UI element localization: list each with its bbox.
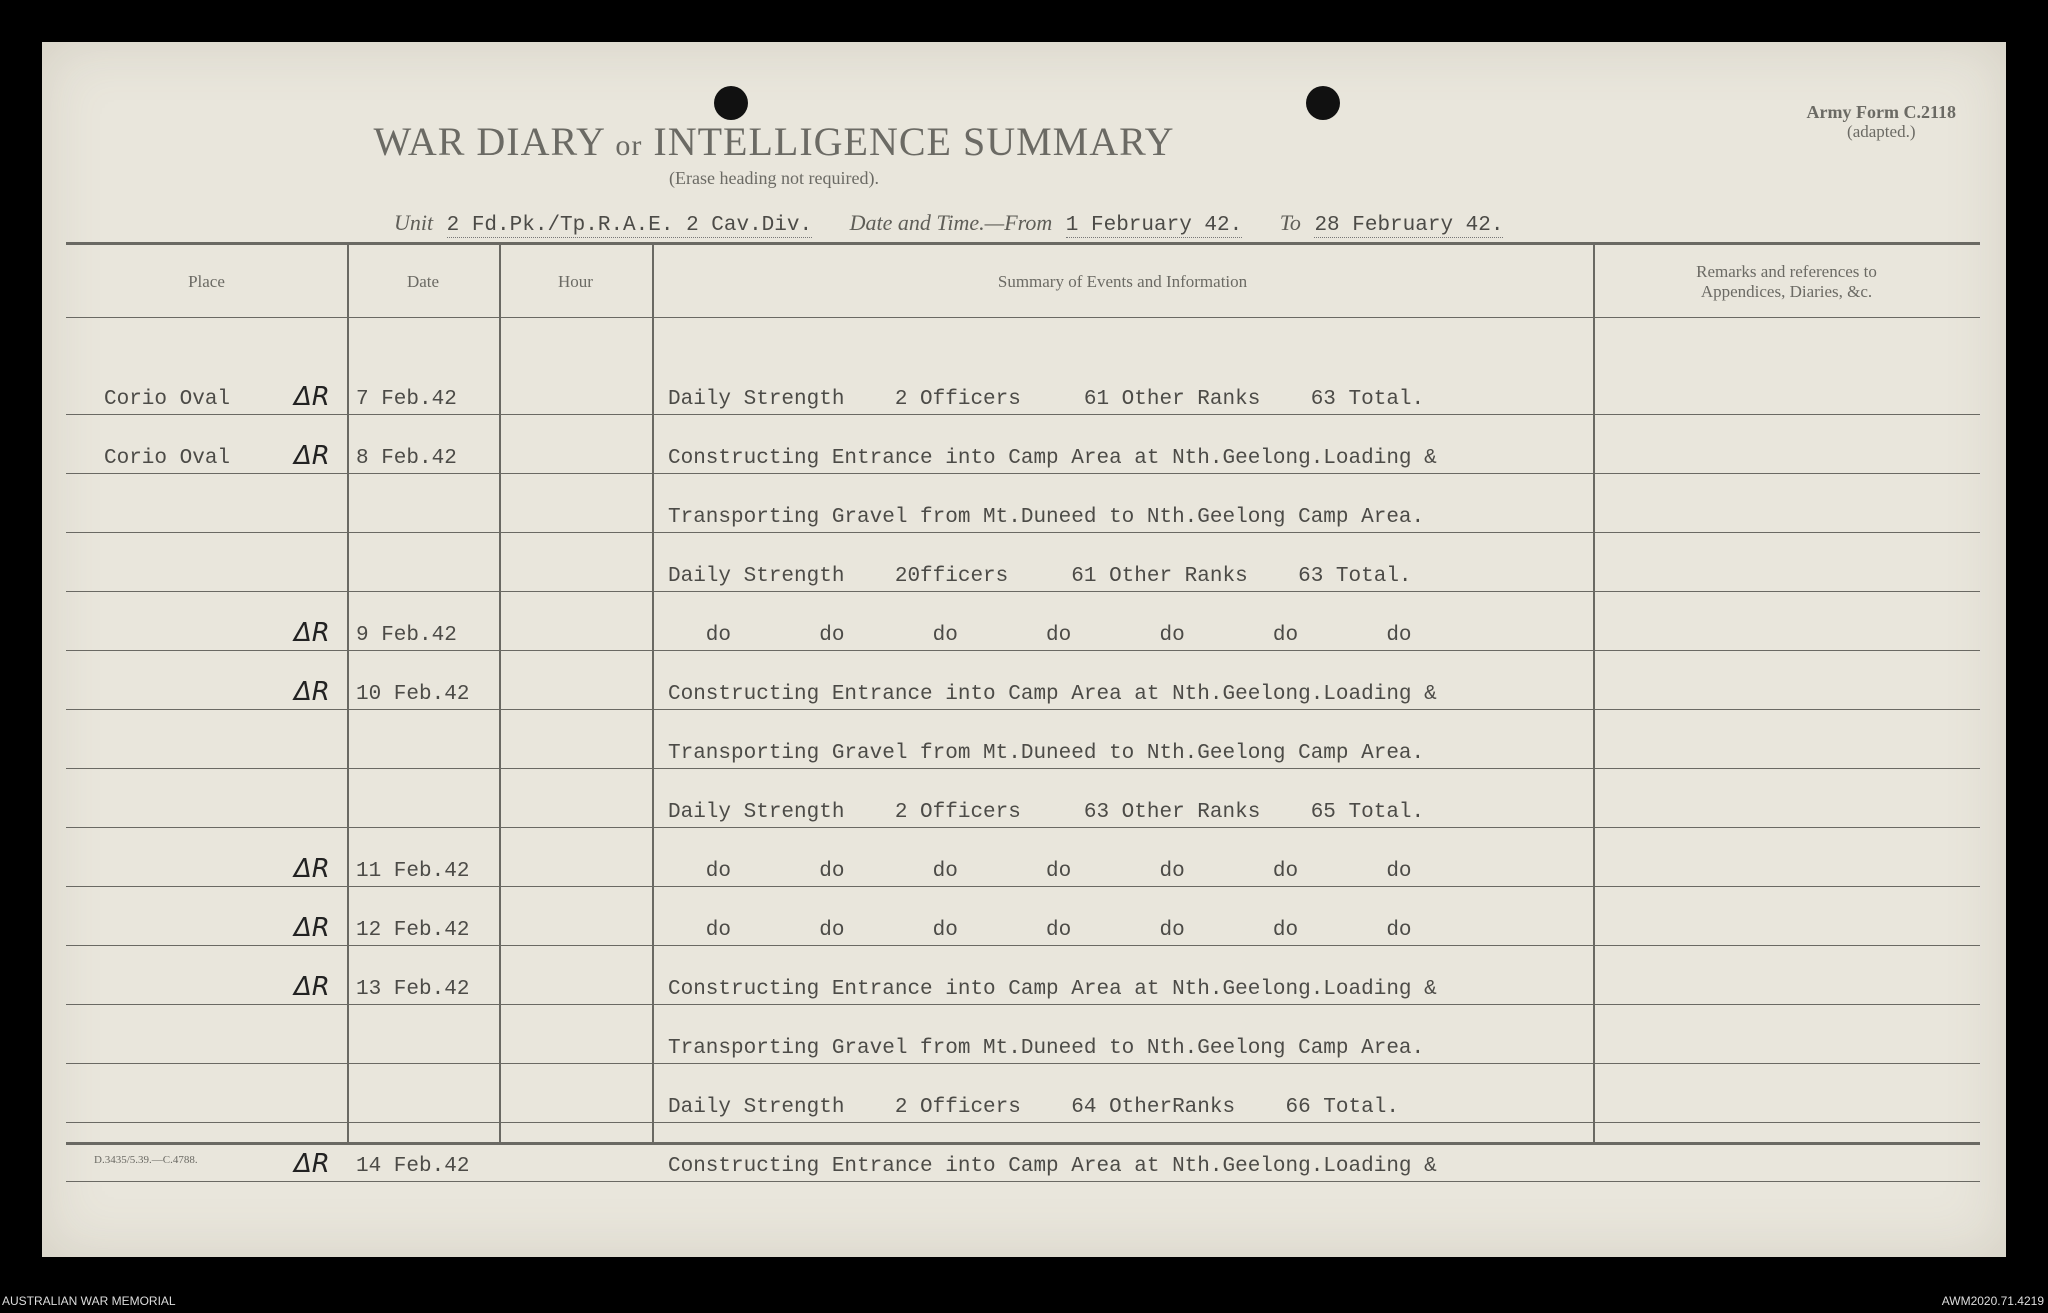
row-rule [66,1004,1980,1005]
row-initials: ΔR [294,382,330,412]
header-hour: Hour [558,272,593,291]
header-date: Date [406,272,440,291]
date-to-value: 28 February 42. [1314,214,1504,237]
row-summary: Daily Strength 2 Officers 64 OtherRanks 66 Total. [668,1096,1399,1119]
row-summary: Daily Strength 2 Officers 61 Other Ranks 63 Total. [668,388,1425,411]
row-rule [66,886,1980,887]
army-form-label [1807,102,1956,142]
row-rule [66,591,1980,592]
punch-hole-right [1306,86,1340,120]
row-date: 7 Feb.42 [356,388,457,411]
row-rule [66,1122,1980,1123]
unit-date-line [394,210,1694,246]
col-divider-1 [347,242,349,1142]
row-rule [66,1063,1980,1064]
archive-reference: AWM2020.71.4219 [1941,1294,2044,1308]
header-place: Place [188,272,225,291]
row-initials: ΔR [294,441,330,471]
row-initials: ΔR [294,972,330,1002]
table-bottom-rule [66,1142,1980,1145]
row-date: 10 Feb.42 [356,683,470,706]
row-rule [66,827,1980,828]
row-date: 9 Feb.42 [356,624,457,647]
date-to-label: To [1279,210,1301,235]
date-from-value: 1 February 42. [1065,214,1243,237]
row-summary: Daily Strength 2 Officers 63 Other Ranks 65 Total. [668,801,1425,824]
row-date: 13 Feb.42 [356,978,470,1001]
row-rule [66,650,1980,651]
row-summary: do do do do do do do [668,919,1412,942]
army-form-adapted: (adapted.) [1847,122,1916,141]
row-summary: Transporting Gravel from Mt.Duneed to Nth.Geelong Camp Area. [668,506,1425,529]
row-rule [66,532,1980,533]
row-rule [66,945,1980,946]
header-summary: Summary of Events and Information [997,272,1248,291]
form-print-code: D.3435/5.39.—C.4788. [94,1154,198,1166]
row-place: Corio Oval [104,388,231,411]
unit-label: Unit [394,210,434,235]
table-top-rule [66,242,1980,245]
archive-name: AUSTRALIAN WAR MEMORIAL [2,1294,176,1308]
archive-strip [0,1290,2048,1313]
row-initials: ΔR [294,677,330,707]
row-initials: ΔR [294,1149,330,1179]
row-summary: Daily Strength 20fficers 61 Other Ranks 63 Total. [668,565,1412,588]
army-form-number: Army Form C.2118 [1806,102,1956,122]
col-divider-4 [1593,242,1595,1142]
row-summary: Constructing Entrance into Camp Area at Nth.Geelong.Loading & [668,1155,1437,1178]
date-label: Date and Time.—From [849,210,1053,235]
title-war-diary: WAR DIARY [373,119,605,164]
row-summary: do do do do do do do [668,624,1412,647]
row-date: 14 Feb.42 [356,1155,470,1178]
row-date: 12 Feb.42 [356,919,470,942]
punch-hole-left [714,86,748,120]
row-place: Corio Oval [104,447,231,470]
unit-value: 2 Fd.Pk./Tp.R.A.E. 2 Cav.Div. [446,214,813,237]
row-summary: Transporting Gravel from Mt.Duneed to Nth.Geelong Camp Area. [668,1037,1425,1060]
row-rule [66,709,1980,710]
diary-page [42,42,2006,1257]
row-date: 8 Feb.42 [356,447,457,470]
header-remarks-line-2: Appendices, Diaries, &c. [1700,282,1873,301]
row-summary: do do do do do do do [668,860,1412,883]
row-initials: ΔR [294,913,330,943]
row-summary: Constructing Entrance into Camp Area at Nth.Geelong.Loading & [668,978,1437,1001]
col-divider-3 [652,242,654,1142]
header-remarks [1593,262,1980,302]
row-initials: ΔR [294,618,330,648]
row-summary: Constructing Entrance into Camp Area at Nth.Geelong.Loading & [668,683,1437,706]
row-summary: Transporting Gravel from Mt.Duneed to Nth.Geelong Camp Area. [668,742,1425,765]
row-rule [66,414,1980,415]
title-intelligence-summary: INTELLIGENCE SUMMARY [653,119,1175,164]
row-rule [66,473,1980,474]
header-bottom-rule [66,317,1980,318]
row-rule [66,1181,1980,1182]
row-summary: Constructing Entrance into Camp Area at Nth.Geelong.Loading & [668,447,1437,470]
row-initials: ΔR [294,854,330,884]
form-subtitle: (Erase heading not required). [669,168,879,188]
col-divider-2 [499,242,501,1142]
header-remarks-line-1: Remarks and references to [1696,262,1877,281]
form-title [42,118,1506,165]
row-rule [66,768,1980,769]
title-or: or [615,129,643,162]
row-date: 11 Feb.42 [356,860,470,883]
